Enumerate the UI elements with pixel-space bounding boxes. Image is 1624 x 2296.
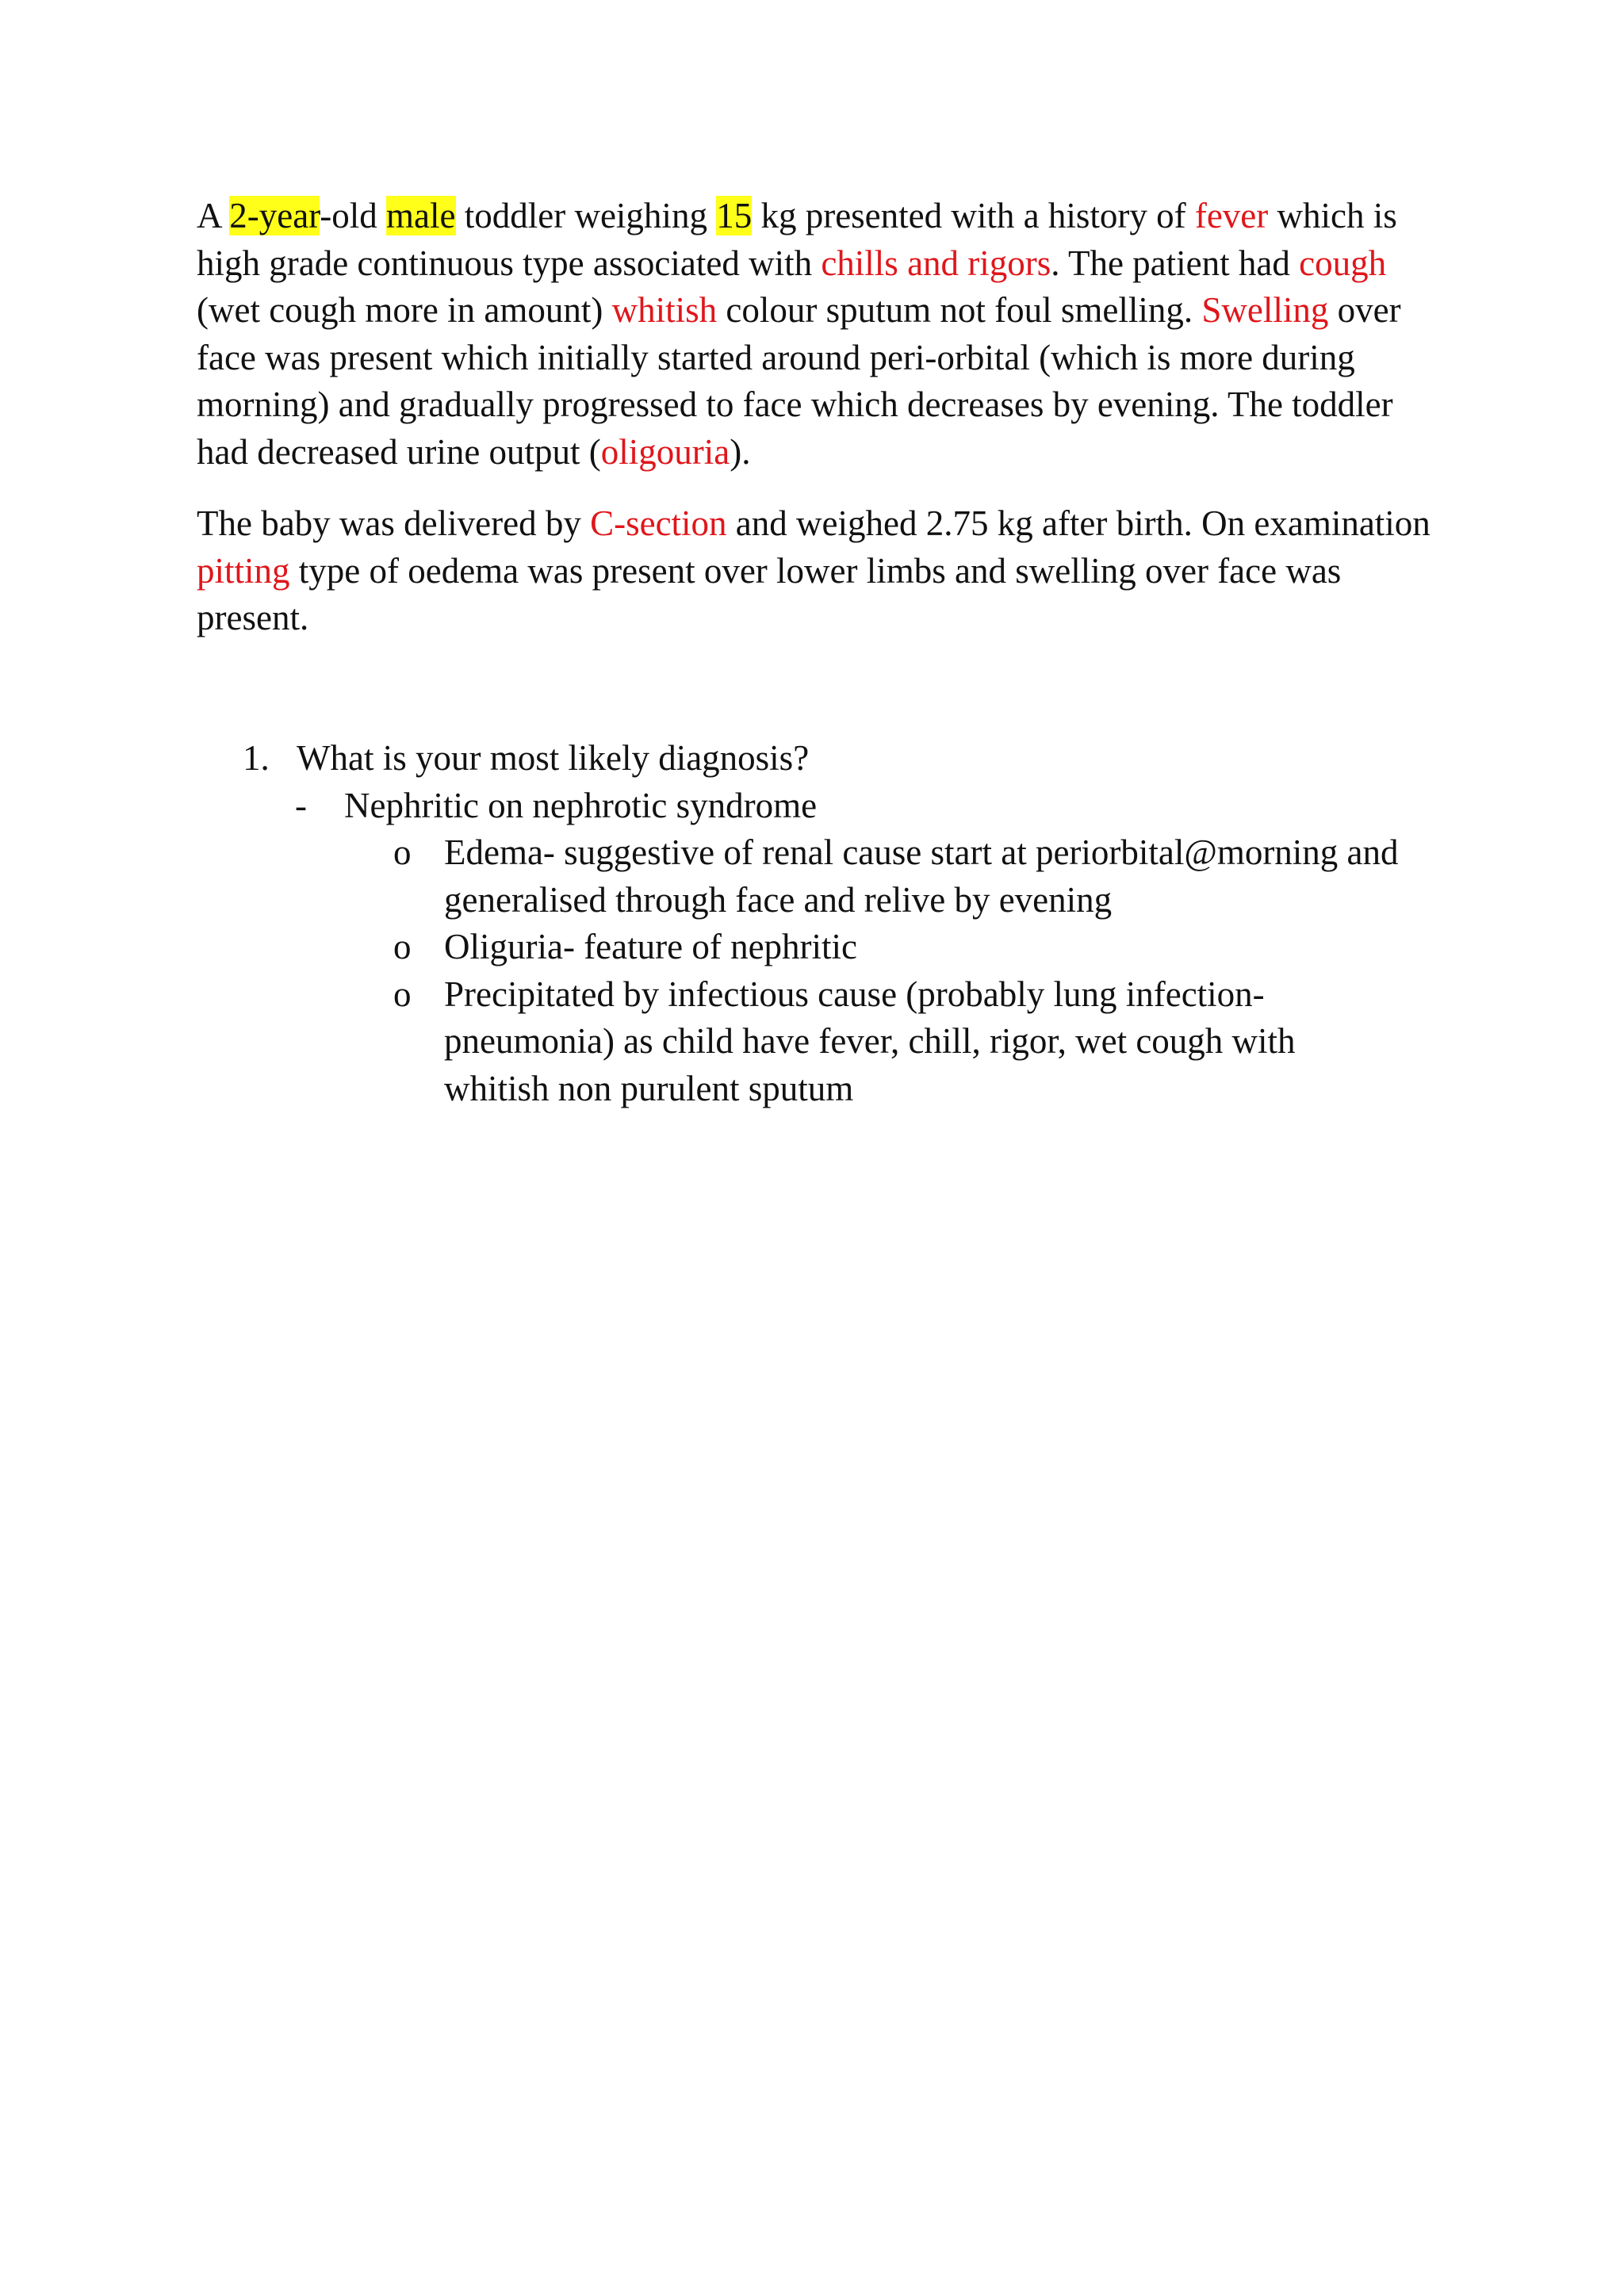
text-run: ). xyxy=(730,431,751,472)
birth-examination-paragraph xyxy=(197,500,1434,642)
keyword-csection: C-section xyxy=(590,503,727,543)
keyword-chills: chills and rigors xyxy=(821,243,1051,283)
question-number: 1. xyxy=(243,738,270,778)
text-run: The baby was delivered by xyxy=(197,503,591,543)
text-run: -old xyxy=(320,196,387,235)
supporting-point xyxy=(197,829,1404,924)
text-run: . The patient had xyxy=(1051,243,1300,283)
highlight-weight: 15 xyxy=(716,196,753,235)
circle-bullet-icon: o xyxy=(393,974,412,1014)
supporting-point-text: Precipitated by infectious cause (probably lung infection- pneumonia) as child have fever, chill, rigor, wet cough with whitish non purulent sputum xyxy=(444,974,1296,1108)
answer-text: Nephritic on nephrotic syndrome xyxy=(344,785,818,825)
supporting-point-text: Edema- suggestive of renal cause start at periorbital@morning and generalised through face and relive by evening xyxy=(444,832,1399,920)
text-run: and weighed 2.75 kg after birth. On examination xyxy=(726,503,1431,543)
supporting-point xyxy=(197,924,1404,971)
circle-bullet-icon: o xyxy=(393,927,412,966)
text-run: which is high grade continuous type associated with xyxy=(197,196,1397,283)
text-run: A xyxy=(197,196,230,235)
keyword-fever: fever xyxy=(1194,196,1269,235)
question-item xyxy=(197,735,1434,783)
supporting-point-text: Oliguria- feature of nephritic xyxy=(444,927,858,966)
highlight-sex: male xyxy=(386,196,456,235)
circle-bullet-icon: o xyxy=(393,832,412,872)
text-run: over face was present which initially started around peri-orbital (which is more during morning) and gradually progressed to face which decreases by evening. The toddler had decreased urine output ( xyxy=(197,290,1401,472)
text-run: kg presented with a history of xyxy=(752,196,1195,235)
dash-marker: - xyxy=(295,785,307,825)
text-run: toddler weighing xyxy=(455,196,717,235)
keyword-oligouria: oligouria xyxy=(600,431,730,472)
text-run: colour sputum not foul smelling. xyxy=(717,290,1202,330)
keyword-pitting: pitting xyxy=(197,550,290,591)
answer-item xyxy=(197,783,1434,830)
keyword-whitish: whitish xyxy=(611,290,718,330)
question-list xyxy=(197,735,1434,1112)
case-history-paragraph xyxy=(197,193,1434,476)
text-run: (wet cough more in amount) xyxy=(197,290,612,330)
highlight-age: 2-year xyxy=(229,196,320,235)
text-run: type of oedema was present over lower limbs and swelling over face was present. xyxy=(197,550,1342,637)
question-text: What is your most likely diagnosis? xyxy=(297,738,810,778)
keyword-swelling: Swelling xyxy=(1201,290,1329,330)
supporting-point xyxy=(197,971,1404,1113)
keyword-cough: cough xyxy=(1299,243,1387,283)
